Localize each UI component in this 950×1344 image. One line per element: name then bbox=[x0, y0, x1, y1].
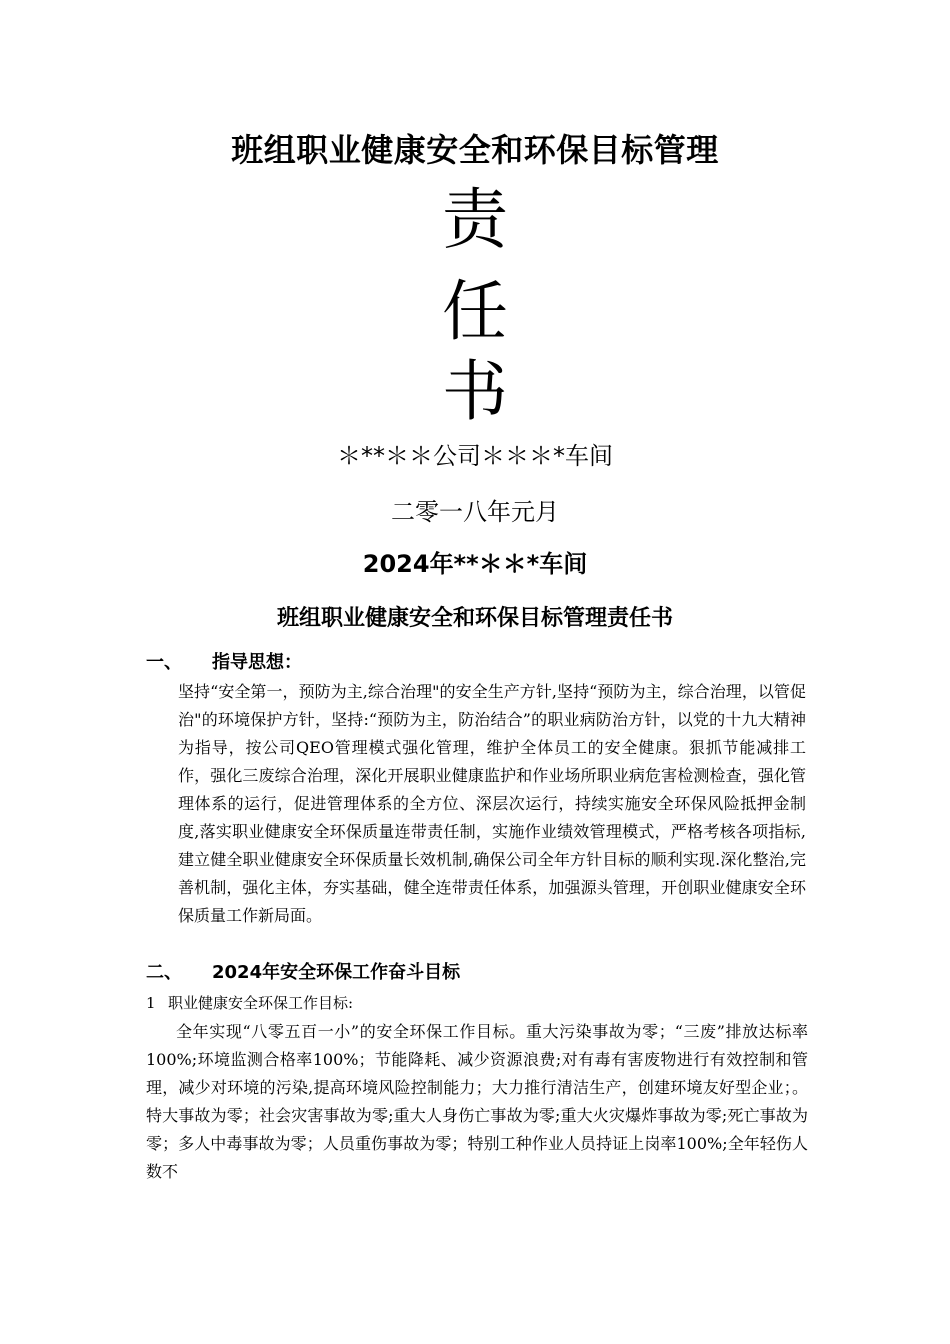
document-title: 班组职业健康安全和环保目标管理 bbox=[231, 131, 719, 169]
section-1-heading bbox=[146, 650, 302, 676]
section-1-title: 指导思想： bbox=[212, 652, 302, 673]
document-subtitle: 班组职业健康安全和环保目标管理责任书 bbox=[276, 606, 673, 631]
item-1-label: 职业健康安全环保工作目标: bbox=[168, 994, 354, 1012]
section-2-heading bbox=[146, 960, 460, 986]
company-line: ＊**＊＊公司＊＊＊*车间 bbox=[337, 442, 613, 470]
workshop-line: 2024年**＊＊*车间 bbox=[362, 550, 588, 578]
section-2-title: 2024年安全环保工作奋斗目标 bbox=[212, 962, 461, 983]
item-1-number: 1 bbox=[146, 994, 156, 1012]
section-1-body: 坚持“安全第一，预防为主,综合治理"的安全生产方针,坚持“预防为主，综合治理，以管促治"的环境保护方针，坚持:“预防为主，防治结合”的职业病防治方针，以党的十九大精神为指导，按公司QEO管理模式强化管理，维护全体员工的安全健康。狠抓节能减排工作，强化三废综合治理，深化开展职业健康监护和作业场所职业病危害检测检查，强化管理体系的运行，促进管理体系的全方位、深层次运行，持续实施安全环保风险抵押金制度,落实职业健康安全环保质量连带责任制，实施作业绩效管理模式，严格考核各项指标,建立健全职业健康安全环保质量长效机制,确保公司全年方针目标的顺利实现.深化整治,完善机制，强化主体，夯实基础，健全连带责任体系，加强源头管理，开创职业健康安全环保质量工作新局面。 bbox=[178, 682, 806, 925]
section-2-body: 全年实现“八零五百一小”的安全环保工作目标。重大污染事故为零；“三废”排放达标率100%;环境监测合格率100%；节能降耗、减少资源浪费;对有毒有害废物进行有效控制和管理，减少对环境的污染,提高环境风险控制能力；大力推行清洁生产，创建环境友好型企业；。特大事故为零；社会灾害事故为零;重大人身伤亡事故为零;重大火灾爆炸事故为零;死亡事故为零；多人中毒事故为零；人员重伤事故为零；特别工种作业人员持证上岗率100%;全年轻伤人数不 bbox=[146, 1022, 808, 1181]
section-2-number: 二、 bbox=[146, 962, 182, 983]
section-2-item-1 bbox=[146, 990, 353, 1016]
big-char-ze: 责 bbox=[442, 181, 508, 258]
big-char-ren: 任 bbox=[442, 273, 508, 350]
big-char-shu: 书 bbox=[442, 353, 508, 430]
section-1-number: 一、 bbox=[146, 652, 182, 673]
date-line: 二零一八年元月 bbox=[391, 498, 559, 526]
